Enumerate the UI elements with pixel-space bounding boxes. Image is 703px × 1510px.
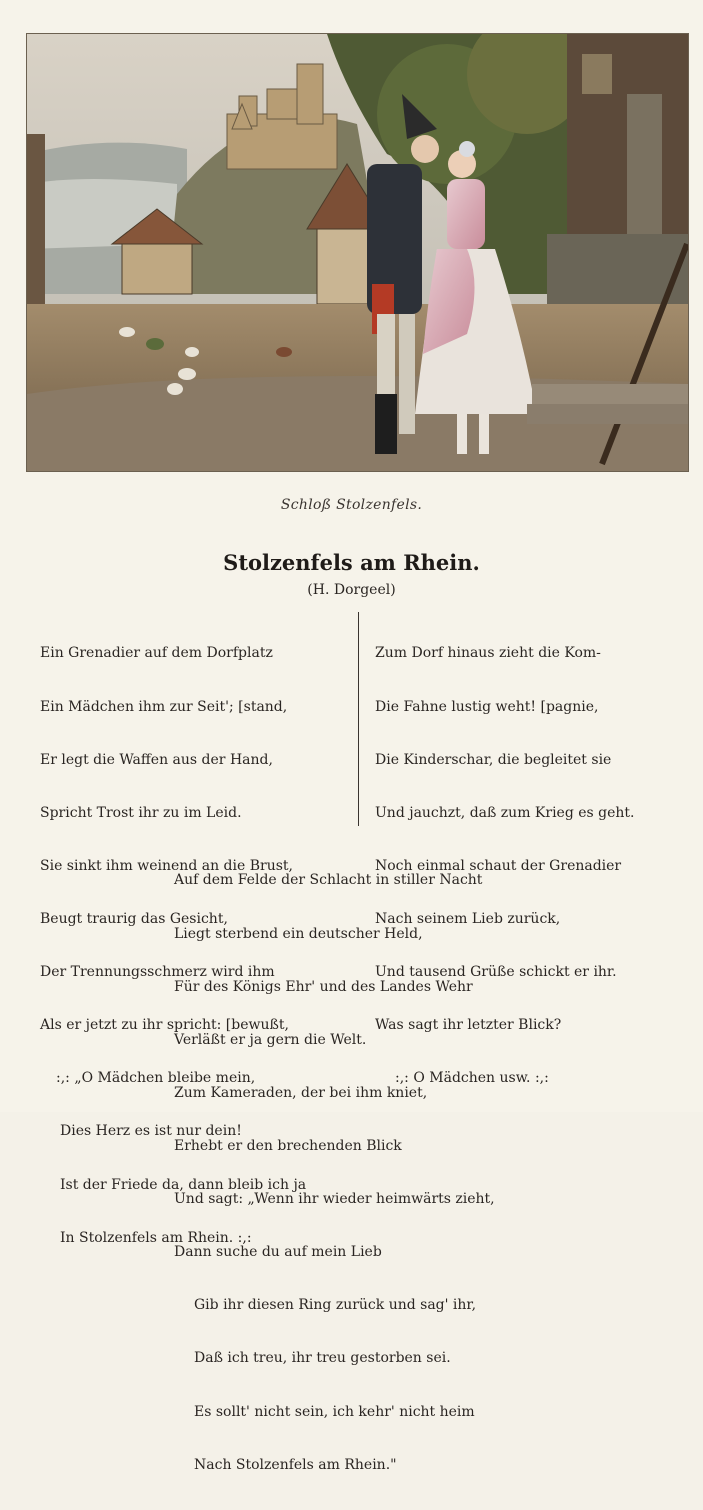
verse-line: Beugt traurig das Gesicht, [40, 910, 228, 927]
verse-line: Als er jetzt zu ihr spricht: [bewußt, [40, 1017, 289, 1034]
painting-illustration [26, 33, 689, 472]
song-author: (H. Dorgeel) [307, 582, 396, 598]
verse-line: Auf dem Felde der Schlacht in stiller Nacht [174, 872, 483, 889]
verse-line: Für des Königs Ehr' und des Landes Wehr [174, 978, 473, 995]
verse-line: Sie sinkt ihm weinend an die Brust, [40, 857, 293, 874]
verse-line: Erhebt er den brechenden Blick [174, 1137, 402, 1154]
verse-line: Nach seinem Lieb zurück, [375, 910, 561, 927]
verse-line: Liegt sterbend ein deutscher Held, [174, 925, 423, 942]
verse-line: Zum Kameraden, der bei ihm kniet, [174, 1084, 428, 1101]
verse-line: Die Kinderschar, die begleitet sie [375, 751, 612, 768]
verse-line: Ist der Friede da, dann bleib ich ja [60, 1176, 307, 1193]
painting-image [27, 34, 688, 471]
verse-line: Er legt die Waffen aus der Hand, [40, 751, 273, 768]
column-divider [358, 612, 359, 826]
verse-line: Was sagt ihr letzter Blick? [375, 1017, 562, 1034]
verse-line: Gib ihr diesen Ring zurück und sag' ihr, [194, 1297, 477, 1314]
image-caption: Schloß Stolzenfels. [280, 497, 423, 513]
verse-line: In Stolzenfels am Rhein. :,: [60, 1229, 252, 1246]
verse-line: Dann suche du auf mein Lieb [174, 1244, 382, 1261]
verse-line: Die Fahne lustig weht! [pagnie, [375, 698, 599, 715]
verse-line: Verläßt er ja gern die Welt. [174, 1031, 367, 1048]
verse-line: Dies Herz es ist nur dein! [60, 1123, 242, 1140]
verse-bottom-block [174, 837, 594, 1510]
verse-line: Daß ich treu, ihr treu gestorben sei. [194, 1350, 451, 1367]
verse-line: Der Trennungsschmerz wird ihm [40, 964, 275, 981]
verse-line: Es sollt' nicht sein, ich kehr' nicht heim [194, 1403, 475, 1420]
verse-line: Und jauchzt, daß zum Krieg es geht. [375, 804, 635, 821]
verse-line: Ein Mädchen ihm zur Seit'; [stand, [40, 698, 288, 715]
song-title: Stolzenfels am Rhein. [223, 550, 480, 575]
verse-line: Und tausend Grüße schickt er ihr. [375, 964, 617, 981]
verse-line: Nach Stolzenfels am Rhein." [194, 1456, 397, 1473]
verse-line: Noch einmal schaut der Grenadier [375, 857, 622, 874]
verse-line: :,: „O Mädchen bleibe mein, [56, 1070, 256, 1087]
verse-line: Und sagt: „Wenn ihr wieder heimwärts zieht, [174, 1191, 495, 1208]
verse-line: Zum Dorf hinaus zieht die Kom- [375, 645, 601, 662]
verse-line: Ein Grenadier auf dem Dorfplatz [40, 645, 273, 662]
verse-line: Spricht Trost ihr zu im Leid. [40, 804, 242, 821]
verse-line: :,: O Mädchen usw. :,: [395, 1070, 549, 1087]
